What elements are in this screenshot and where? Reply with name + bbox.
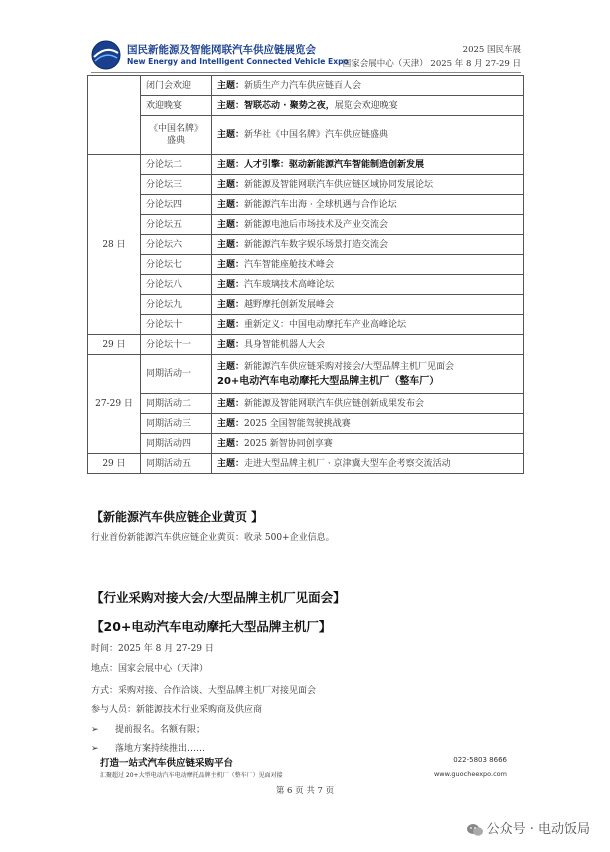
date-cell: 29 日 xyxy=(88,454,141,474)
table-row xyxy=(88,215,524,235)
theme-bold: 智联芯动 · 聚势之夜， xyxy=(244,100,335,111)
table-row xyxy=(88,195,524,215)
table-row xyxy=(88,335,524,355)
activity-cell: 欢迎晚宴 xyxy=(141,96,212,116)
event-method: 方式：采购对接、合作洽谈、大型品牌主机厂对接见面会 xyxy=(91,686,317,696)
header-divider xyxy=(91,72,521,73)
list-item xyxy=(91,741,205,754)
activity-cell: 同期活动三 xyxy=(141,414,212,434)
theme-cell xyxy=(212,335,524,355)
table-row xyxy=(88,255,524,275)
theme-text: 新质生产力汽车供应链百人会 xyxy=(244,80,362,91)
header-expo-name: 2025 国民车展 xyxy=(462,45,521,55)
activity-cell: 分论坛八 xyxy=(141,275,212,295)
theme-key: 主题： xyxy=(217,361,245,372)
activity-cell: 分论坛十 xyxy=(141,315,212,335)
theme-bold-line: 20+电动汽车电动摩托大型品牌主机厂（整车厂） xyxy=(217,375,440,387)
theme-key: 主题： xyxy=(217,398,245,409)
theme-key: 主题： xyxy=(217,418,245,429)
activity-line: 盛典 xyxy=(166,136,185,146)
theme-text: 新能源电池后市场技术及产业交流会 xyxy=(244,219,389,230)
theme-key: 主题： xyxy=(217,130,245,140)
list-item xyxy=(91,722,205,735)
procurement-heading: 【行业采购对接大会/大型品牌主机厂见面会】 xyxy=(91,590,346,605)
activity-cell: 同期活动一 xyxy=(141,355,212,394)
date-cell: 29 日 xyxy=(88,335,141,355)
theme-key: 主题： xyxy=(217,100,245,111)
theme-cell xyxy=(212,394,524,414)
wechat-icon xyxy=(467,823,483,837)
theme-text: 2025 新智协同创享赛 xyxy=(244,438,333,449)
event-place: 地点：国家会展中心（天津） xyxy=(91,664,209,674)
theme-cell xyxy=(212,155,524,175)
theme-key: 主题： xyxy=(217,299,245,310)
theme-cell xyxy=(212,295,524,315)
date-cell: 27-29 日 xyxy=(88,355,141,454)
theme-text: 展览会欢迎晚宴 xyxy=(334,100,398,111)
activity-cell: 分论坛七 xyxy=(141,255,212,275)
theme-cell xyxy=(212,355,524,394)
header-title-en: New Energy and Intelligent Connected Vehicle Expo xyxy=(127,57,349,66)
theme-text: 新华社《中国名牌》汽车供应链盛典 xyxy=(244,130,389,140)
event-participants: 参与人员：新能源技术行业采购商及供应商 xyxy=(91,705,263,715)
theme-text: 走进大型品牌主机厂 · 京津冀大型车企考察交流活动 xyxy=(244,458,451,469)
procurement-subheading: 【20+电动汽车电动摩托大型品牌主机厂】 xyxy=(91,619,332,634)
theme-text: 新能源及智能网联汽车供应链区域协同发展论坛 xyxy=(244,179,434,190)
table-row xyxy=(88,295,524,315)
theme-key: 主题： xyxy=(217,159,245,170)
theme-text: 2025 全国智能驾驶挑战赛 xyxy=(244,418,351,429)
page-header xyxy=(91,40,521,72)
footer-phone: 022-5803 8666 xyxy=(453,756,507,764)
theme-text: 新能源汽车数字娱乐场景打造交流会 xyxy=(244,239,389,250)
table-row xyxy=(88,434,524,454)
activity-cell: 分论坛二 xyxy=(141,155,212,175)
theme-cell xyxy=(212,434,524,454)
theme-key: 主题： xyxy=(217,179,245,190)
header-venue-date: 国家会展中心（天津） 2025 年 8 月 27-29 日 xyxy=(342,59,521,69)
theme-text: 越野摩托创新发展峰会 xyxy=(244,299,335,310)
activity-cell: 同期活动四 xyxy=(141,434,212,454)
activity-cell: 分论坛九 xyxy=(141,295,212,315)
table-row xyxy=(88,394,524,414)
theme-cell xyxy=(212,175,524,195)
theme-cell xyxy=(212,454,524,474)
watermark xyxy=(467,818,590,837)
theme-cell xyxy=(212,414,524,434)
theme-cell xyxy=(212,255,524,275)
event-time: 时间：2025 年 8 月 27-29 日 xyxy=(91,644,214,654)
theme-cell xyxy=(212,275,524,295)
activity-cell: 同期活动五 xyxy=(141,454,212,474)
theme-text: 汽车玻璃技术高峰论坛 xyxy=(244,279,335,290)
theme-key: 主题： xyxy=(217,259,245,270)
theme-key: 主题： xyxy=(217,219,245,230)
table-row xyxy=(88,355,524,394)
theme-key: 主题： xyxy=(217,279,245,290)
table-row xyxy=(88,175,524,195)
expo-logo-icon xyxy=(91,40,121,70)
yellow-pages-heading: 【新能源汽车供应链企业黄页 】 xyxy=(91,510,264,524)
footer-website: www.guocheexpo.com xyxy=(433,770,507,778)
page-number: 第 6 页 共 7 页 xyxy=(275,786,335,796)
activity-line: 《中国名牌》 xyxy=(148,124,203,134)
table-row xyxy=(88,315,524,335)
theme-cell xyxy=(212,116,524,155)
activity-cell: 闭门会欢迎 xyxy=(141,76,212,96)
activity-cell: 分论坛五 xyxy=(141,215,212,235)
footer-slogan: 打造一站式汽车供应链采购平台 xyxy=(100,758,234,769)
theme-key: 主题： xyxy=(217,339,245,350)
activity-cell: 分论坛四 xyxy=(141,195,212,215)
table-row xyxy=(88,235,524,255)
table-row xyxy=(88,76,524,96)
activity-cell: 同期活动二 xyxy=(141,394,212,414)
table-row xyxy=(88,414,524,434)
table-row xyxy=(88,275,524,295)
theme-cell xyxy=(212,195,524,215)
theme-text: 新能源及智能网联汽车供应链创新成果发布会 xyxy=(244,398,425,409)
theme-text: 新能源汽车出海 · 全球机遇与合作论坛 xyxy=(244,199,397,210)
theme-bold: 人才引擎：驱动新能源汽车智能制造创新发展 xyxy=(244,159,425,170)
schedule-table xyxy=(87,75,524,474)
theme-cell xyxy=(212,76,524,96)
date-cell xyxy=(88,76,141,155)
yellow-pages-text: 行业首份新能源汽车供应链企业黄页：收录 500+企业信息。 xyxy=(91,533,335,543)
header-title-cn: 国民新能源及智能网联汽车供应链展览会 xyxy=(127,44,316,56)
activity-cell xyxy=(141,116,212,155)
theme-cell xyxy=(212,315,524,335)
theme-text: 具身智能机器人大会 xyxy=(244,339,326,350)
table-row xyxy=(88,96,524,116)
watermark-text: 公众号 · 电动饭局 xyxy=(486,822,590,837)
arrow-bullet-icon: ➢ xyxy=(91,725,99,735)
table-row xyxy=(88,155,524,175)
theme-key: 主题： xyxy=(217,319,245,330)
list-item-text: 落地方案持续推出…… xyxy=(115,744,206,754)
theme-cell xyxy=(212,215,524,235)
theme-text: 新能源汽车供应链采购对接会/大型品牌主机厂见面会 xyxy=(244,361,455,372)
theme-key: 主题： xyxy=(217,458,245,469)
activity-cell: 分论坛十一 xyxy=(141,335,212,355)
table-row xyxy=(88,454,524,474)
activity-cell: 分论坛六 xyxy=(141,235,212,255)
footer-subtext: 汇聚超过 20+大型电动汽车电动摩托品牌主机厂（整车厂）见面对接 xyxy=(100,772,283,779)
arrow-bullet-icon: ➢ xyxy=(91,744,99,754)
list-item-text: 提前报名。名额有限； xyxy=(115,725,206,735)
theme-text: 汽车智能座舱技术峰会 xyxy=(244,259,335,270)
activity-cell: 分论坛三 xyxy=(141,175,212,195)
theme-cell xyxy=(212,235,524,255)
theme-text: 重新定义：中国电动摩托车产业高峰论坛 xyxy=(244,319,407,330)
theme-cell xyxy=(212,96,524,116)
date-cell: 28 日 xyxy=(88,155,141,335)
theme-key: 主题： xyxy=(217,80,245,91)
theme-key: 主题： xyxy=(217,438,245,449)
table-row xyxy=(88,116,524,155)
theme-key: 主题： xyxy=(217,199,245,210)
theme-key: 主题： xyxy=(217,239,245,250)
